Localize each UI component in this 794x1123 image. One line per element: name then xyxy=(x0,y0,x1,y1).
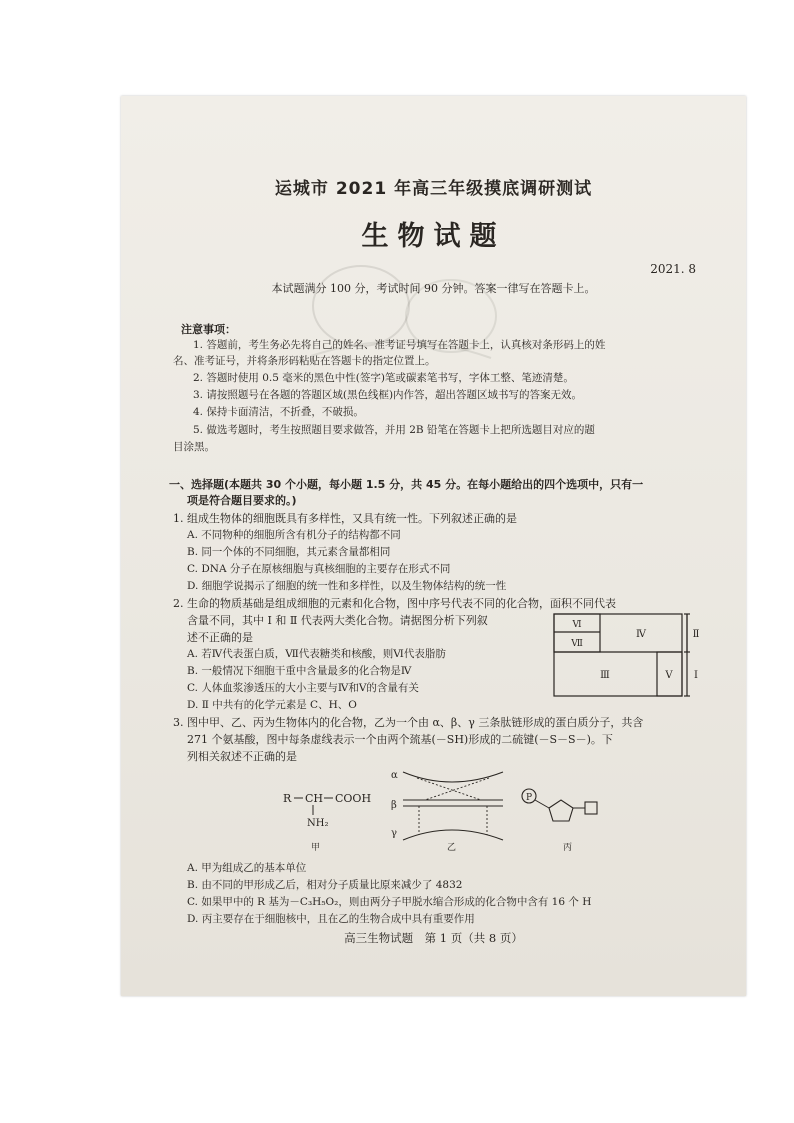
question-1-stem: 1. 组成生物体的细胞既具有多样性，又具有统一性。下列叙述正确的是 xyxy=(173,512,517,525)
question-2-option-a: A. 若Ⅳ代表蛋白质，Ⅶ代表糖类和核酸，则Ⅵ代表脂肪 xyxy=(187,648,446,660)
notice-line: 名、准考证号，并将条形码粘贴在答题卡的指定位置上。 xyxy=(173,355,436,367)
block-label-v: Ⅴ xyxy=(665,670,673,681)
question-2-stem: 述不正确的是 xyxy=(187,631,253,644)
chain-label-beta: β xyxy=(391,800,397,811)
block-label-vii: Ⅶ xyxy=(571,639,583,649)
question-3-stem: 271 个氨基酸，图中每条虚线表示一个由两个巯基(－SH)形成的二硫键(－S－S－)。下 xyxy=(187,733,613,746)
chain-label-gamma: γ xyxy=(391,828,397,839)
amino-label: NH₂ xyxy=(307,818,329,829)
page-footer: 高三生物试题 第 1 页（共 8 页） xyxy=(344,931,523,945)
exam-title: 运城市 2021 年高三年级摸底调研测试 xyxy=(274,179,593,199)
figure-label-bing: 丙 xyxy=(563,843,573,853)
subject-title: 生物试题 xyxy=(361,221,506,252)
notice-heading: 注意事项： xyxy=(181,323,236,336)
exam-date: 2021. 8 xyxy=(650,262,696,276)
composition-block-figure xyxy=(553,612,703,700)
section-heading: 项是符合题目要求的。) xyxy=(187,494,297,507)
notice-line: 目涂黑。 xyxy=(173,441,215,453)
chain-label-alpha: α xyxy=(391,770,398,781)
notice-line: 2. 答题时使用 0.5 毫米的黑色中性(签字)笔或碳素笔书写，字体工整、笔迹清楚。 xyxy=(193,372,574,384)
compound-figure xyxy=(281,764,621,854)
question-3-option-d: D. 丙主要存在于细胞核中，且在乙的生物合成中具有重要作用 xyxy=(187,913,475,925)
question-3-option-a: A. 甲为组成乙的基本单位 xyxy=(187,862,307,874)
question-3-stem: 3. 图中甲、乙、丙为生物体内的化合物，乙为一个由 α、β、γ 三条肽链形成的蛋白质分子，共含 xyxy=(173,716,644,729)
carboxyl-label: COOH xyxy=(335,792,372,805)
notice-line: 1. 答题前，考生务必先将自己的姓名、准考证号填写在答题卡上，认真核对条形码上的姓 xyxy=(193,339,606,351)
question-1-option-b: B. 同一个体的不同细胞，其元素含量都相同 xyxy=(187,546,391,558)
question-3-option-b: B. 由不同的甲形成乙后，相对分子质量比原来减少了 4832 xyxy=(187,879,463,891)
block-label-vi: Ⅵ xyxy=(572,620,582,630)
question-2-option-b: B. 一般情况下细胞干重中含量最多的化合物是Ⅳ xyxy=(187,665,412,677)
question-2-option-d: D. Ⅱ 中共有的化学元素是 C、H、O xyxy=(187,699,357,711)
question-1-option-d: D. 细胞学说揭示了细胞的统一性和多样性，以及生物体结构的统一性 xyxy=(187,580,507,592)
notice-line: 5. 做选考题时，考生按照题目要求做答，并用 2B 铅笔在答题卡上把所选题目对应的题 xyxy=(193,424,595,436)
block-label-iv: Ⅳ xyxy=(636,629,646,640)
question-3-option-c: C. 如果甲中的 R 基为－C₃H₅O₂，则由两分子甲脱水缩合形成的化合物中含有 16 个 H xyxy=(187,896,592,908)
question-1-option-c: C. DNA 分子在原核细胞与真核细胞的主要存在形式不同 xyxy=(187,563,451,575)
alpha-carbon-label: CH xyxy=(305,792,324,805)
section-heading: 一、选择题(本题共 30 个小题，每小题 1.5 分，共 45 分。在每小题给出的四个选项中，只有一 xyxy=(169,478,644,491)
exam-info: 本试题满分 100 分，考试时间 90 分钟。答案一律写在答题卡上。 xyxy=(271,282,596,295)
question-2-option-c: C. 人体血浆渗透压的大小主要与Ⅳ和Ⅴ的含量有关 xyxy=(187,682,419,694)
notice-line: 3. 请按照题号在各题的答题区域(黑色线框)内作答，超出答题区域书写的答案无效。 xyxy=(193,389,583,401)
bracket-label-i: Ⅰ xyxy=(694,670,698,681)
r-group-label: R xyxy=(283,792,292,805)
figure-label-jia: 甲 xyxy=(311,843,321,853)
notice-line: 4. 保持卡面清洁，不折叠，不破损。 xyxy=(193,406,364,418)
phosphate-label: P xyxy=(525,793,533,803)
question-2-stem: 含量不同，其中 Ⅰ 和 Ⅱ 代表两大类化合物。请据图分析下列叙 xyxy=(187,614,488,627)
bracket-label-ii: Ⅱ xyxy=(692,629,700,640)
question-1-option-a: A. 不同物种的细胞所含有机分子的结构都不同 xyxy=(187,529,401,541)
question-2-stem: 2. 生命的物质基础是组成细胞的元素和化合物，图中序号代表不同的化合物，面积不同代表 xyxy=(173,597,616,610)
figure-label-yi: 乙 xyxy=(447,843,457,853)
exam-paper xyxy=(121,96,746,996)
question-3-stem: 列相关叙述不正确的是 xyxy=(187,750,297,763)
block-label-iii: Ⅲ xyxy=(600,670,610,681)
